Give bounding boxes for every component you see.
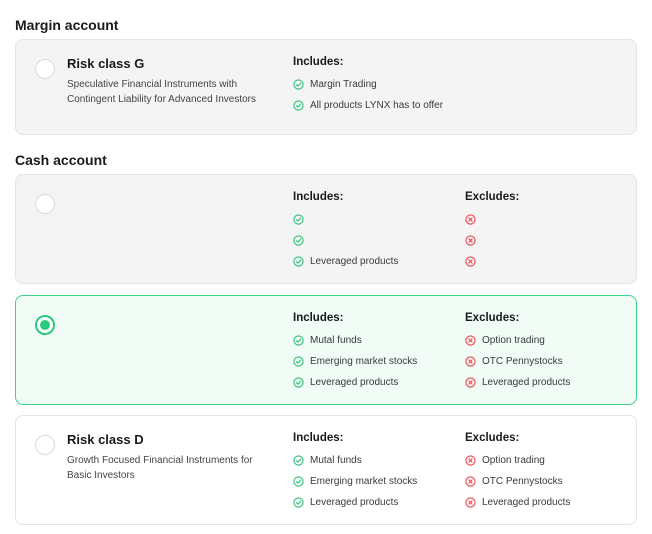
excludes-heading: Excludes: <box>465 432 520 444</box>
x-circle-icon <box>465 497 476 508</box>
check-circle-icon <box>293 335 304 346</box>
include-item-label: Margin Trading <box>310 78 377 90</box>
check-circle-icon <box>293 79 304 90</box>
risk-class-g-card[interactable] <box>15 39 637 135</box>
cash-risk-class-radio-selected[interactable] <box>35 315 55 335</box>
x-circle-icon <box>465 377 476 388</box>
include-item <box>293 354 417 368</box>
include-item <box>293 212 310 226</box>
exclude-item-label: Option trading <box>482 454 545 466</box>
exclude-item <box>465 254 482 268</box>
exclude-item <box>465 212 482 226</box>
include-item-label: Mutal funds <box>310 454 362 466</box>
x-circle-icon <box>465 455 476 466</box>
x-circle-icon <box>465 256 476 267</box>
risk-class-d-card[interactable] <box>15 415 637 525</box>
risk-class-g-title: Risk class G <box>67 56 145 71</box>
exclude-item-label: Leveraged products <box>482 376 571 388</box>
risk-class-d-description: Growth Focused Financial Instruments for Basic Investors <box>67 455 253 481</box>
include-item <box>293 233 310 247</box>
x-circle-icon <box>465 335 476 346</box>
include-item-label: Leveraged products <box>310 255 399 267</box>
include-item-label: Mutal funds <box>310 334 362 346</box>
cash-risk-class-card[interactable] <box>15 174 637 284</box>
include-item <box>293 77 377 91</box>
check-circle-icon <box>293 497 304 508</box>
include-item <box>293 375 398 389</box>
excludes-heading: Excludes: <box>465 191 520 203</box>
margin-account-heading: Margin account <box>15 17 119 33</box>
check-circle-icon <box>293 476 304 487</box>
check-circle-icon <box>293 214 304 225</box>
exclude-item-label: Leveraged products <box>482 496 571 508</box>
cash-risk-class-radio[interactable] <box>35 194 55 214</box>
include-item-label: Leveraged products <box>310 496 399 508</box>
check-circle-icon <box>293 356 304 367</box>
include-item-label: Leveraged products <box>310 376 399 388</box>
includes-heading: Includes: <box>293 191 344 203</box>
risk-class-g-radio[interactable] <box>35 59 55 79</box>
include-item-label: Emerging market stocks <box>310 355 418 367</box>
include-item-label: All products LYNX has to offer <box>310 99 444 111</box>
check-circle-icon <box>293 235 304 246</box>
cash-risk-class-card-selected[interactable] <box>15 295 637 405</box>
exclude-item <box>465 233 482 247</box>
check-circle-icon <box>293 455 304 466</box>
x-circle-icon <box>465 214 476 225</box>
risk-class-d-radio[interactable] <box>35 435 55 455</box>
x-circle-icon <box>465 476 476 487</box>
exclude-item-label: Option trading <box>482 334 545 346</box>
include-item-label: Emerging market stocks <box>310 475 418 487</box>
risk-class-g-description: Speculative Financial Instruments with Contingent Liability for Advanced Investors <box>67 79 256 105</box>
includes-heading: Includes: <box>293 56 344 68</box>
risk-class-d-title: Risk class D <box>67 432 144 447</box>
include-item <box>293 98 443 112</box>
exclude-item-label: OTC Pennystocks <box>482 475 563 487</box>
exclude-item <box>465 453 545 467</box>
cash-account-heading: Cash account <box>15 152 107 168</box>
check-circle-icon <box>293 377 304 388</box>
exclude-item <box>465 474 563 488</box>
includes-heading: Includes: <box>293 312 344 324</box>
exclude-item <box>465 375 570 389</box>
include-item <box>293 254 398 268</box>
exclude-item <box>465 495 570 509</box>
x-circle-icon <box>465 235 476 246</box>
include-item <box>293 333 362 347</box>
check-circle-icon <box>293 100 304 111</box>
includes-heading: Includes: <box>293 432 344 444</box>
exclude-item <box>465 354 563 368</box>
include-item <box>293 453 362 467</box>
include-item <box>293 474 417 488</box>
exclude-item-label: OTC Pennystocks <box>482 355 563 367</box>
x-circle-icon <box>465 356 476 367</box>
exclude-item <box>465 333 545 347</box>
excludes-heading: Excludes: <box>465 312 520 324</box>
include-item <box>293 495 398 509</box>
check-circle-icon <box>293 256 304 267</box>
